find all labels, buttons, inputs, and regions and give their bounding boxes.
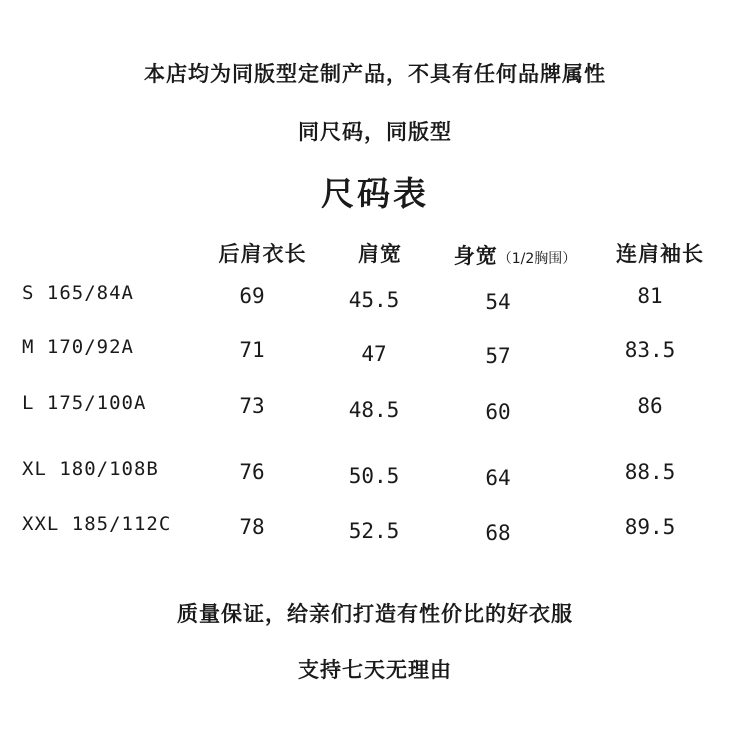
cell-chest: 64 xyxy=(485,466,511,490)
cell-chest: 60 xyxy=(485,400,511,424)
cell-sleeve: 89.5 xyxy=(624,515,676,539)
header-shoulder: 肩宽 xyxy=(358,242,402,266)
cell-sleeve: 83.5 xyxy=(624,338,676,362)
cell-back-length: 69 xyxy=(239,284,265,308)
cell-back-length: 76 xyxy=(239,460,265,484)
cell-chest: 57 xyxy=(485,344,511,368)
header-chest xyxy=(430,240,600,270)
cell-shoulder: 47 xyxy=(361,342,387,366)
same-size-notice-text: 同尺码，同版型 xyxy=(298,120,452,144)
size-label: XL 180/108B xyxy=(22,458,159,480)
cell-back-length: 71 xyxy=(239,338,265,362)
header-sleeve: 连肩袖长 xyxy=(616,242,704,266)
size-label: M 170/92A xyxy=(22,336,134,358)
brand-notice-text: 本店均为同版型定制产品，不具有任何品牌属性 xyxy=(144,62,606,86)
cell-back-length: 78 xyxy=(239,515,265,539)
header-chest-label: 身宽 xyxy=(453,244,498,268)
cell-shoulder: 48.5 xyxy=(348,398,400,422)
size-label: S 165/84A xyxy=(22,282,134,304)
size-label: L 175/100A xyxy=(22,392,147,414)
header-chest-note: （1/2胸围） xyxy=(497,251,577,267)
size-label: XXL 185/112C xyxy=(22,513,172,535)
cell-chest: 68 xyxy=(485,521,511,545)
cell-sleeve: 81 xyxy=(637,284,663,308)
cell-sleeve: 86 xyxy=(637,394,663,418)
cell-shoulder: 50.5 xyxy=(348,464,400,488)
page-title: 尺码表 xyxy=(321,174,429,213)
cell-sleeve: 88.5 xyxy=(624,460,676,484)
quality-guarantee-text: 质量保证，给亲们打造有性价比的好衣服 xyxy=(177,602,573,626)
cell-back-length: 73 xyxy=(239,394,265,418)
cell-chest: 54 xyxy=(485,290,511,314)
header-back-length: 后肩衣长 xyxy=(218,242,307,266)
cell-shoulder: 52.5 xyxy=(348,519,400,543)
cell-shoulder: 45.5 xyxy=(348,288,400,312)
return-policy-text: 支持七天无理由 xyxy=(298,658,452,682)
